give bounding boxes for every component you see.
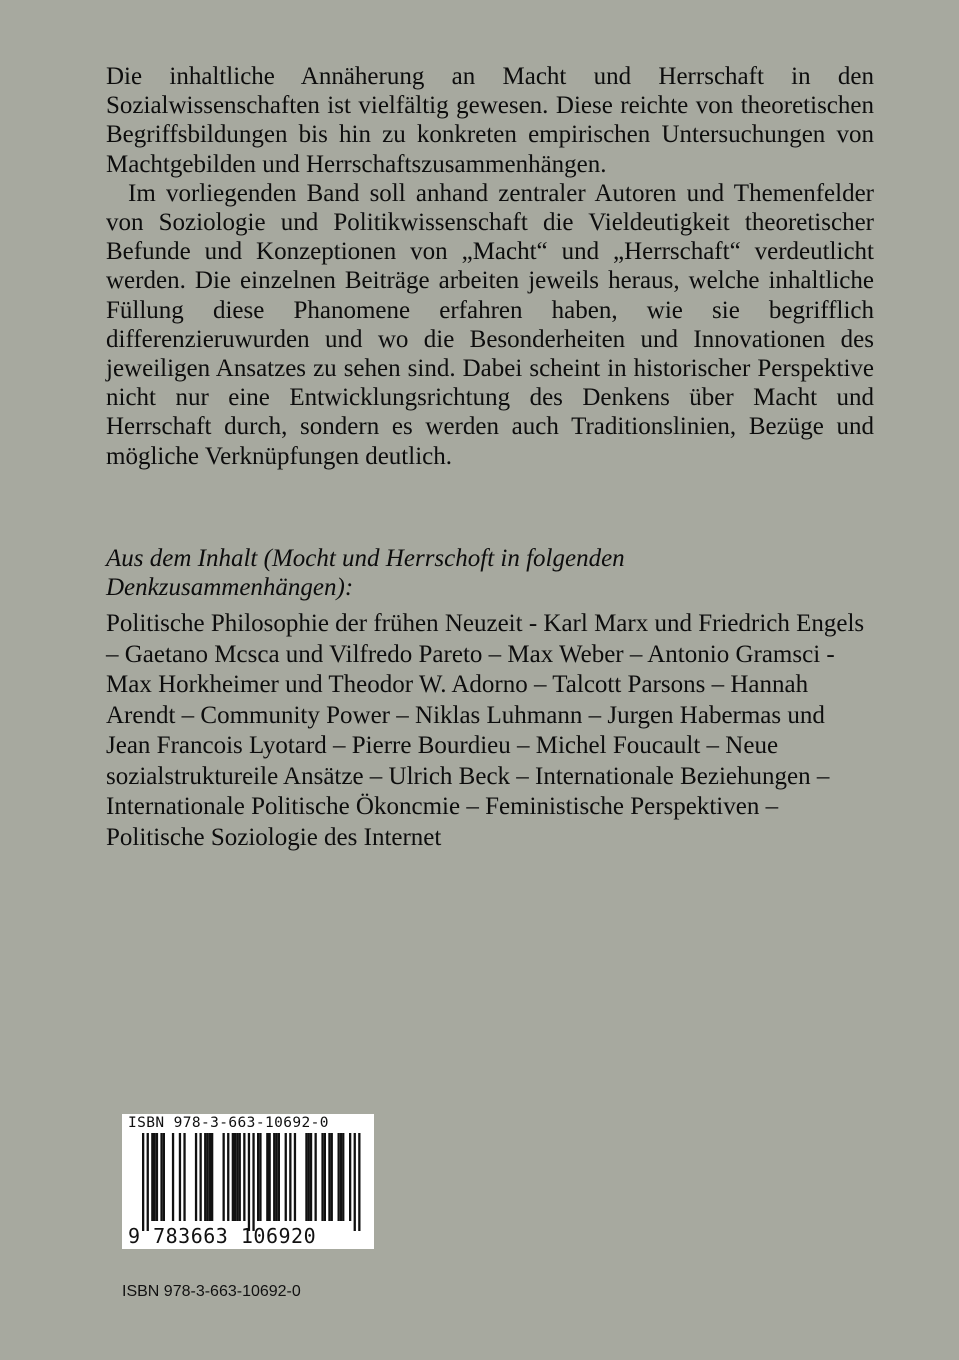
- barcode-bar: [160, 1133, 162, 1221]
- barcode-bar: [223, 1133, 225, 1221]
- barcode-bar: [308, 1133, 310, 1221]
- barcode-bar: [195, 1133, 197, 1221]
- barcode-bar: [204, 1133, 206, 1221]
- barcode-bar: [358, 1133, 360, 1231]
- barcode-bar: [234, 1133, 236, 1221]
- barcode-bar: [154, 1133, 156, 1221]
- barcode-bar: [211, 1133, 213, 1221]
- barcode-bar: [278, 1133, 280, 1221]
- barcode-bar: [243, 1133, 245, 1221]
- barcode-bar: [321, 1133, 323, 1221]
- barcode-digits: 9 783663 106920: [128, 1224, 317, 1248]
- barcode-bar: [285, 1133, 287, 1221]
- back-cover-blurb: [106, 62, 874, 471]
- barcode-bar: [331, 1133, 333, 1221]
- barcode-bar: [259, 1133, 261, 1221]
- contents-list: Politische Philosophie der frühen Neuzeit - Karl Marx und Friedrich Engels – Gaetano Mcsca und Vilfredo Pareto – Max Weber – Antonio Gramsci - Max Horkheimer und Theodor W. Adorno – Talcott Parsons – Hannah Arendt – Community Power – Niklas Luhmann – Jurgen Habermas und Jean Francois Lyotard – Pierre Bourdieu – Michel Foucault – Neue sozialstruktureile Ansätze – Ulrich Beck – Internationale Beziehungen – Internationale Politische Ökoncmie – Feministische Perspektiven – Politische Soziologie des Internet: [106, 610, 865, 851]
- barcode-bar: [338, 1133, 340, 1221]
- barcode-bar: [236, 1133, 238, 1221]
- barcode-bar: [179, 1133, 181, 1221]
- barcode-bar: [275, 1133, 277, 1221]
- barcode-bar: [349, 1133, 351, 1221]
- blurb-paragraph-2: Im vorliegenden Band soll anhand zentraler Autoren und Themenfelder von Soziologie und Politikwissenschaft die Vieldeutigkeit theoretischer Befunde und Konzeptionen von „Macht“ und „Herrschaft“ verdeutlicht werden. Die einzelnen Beiträge arbeiten jeweils heraus, welche inhaltliche Füllung diese Phanomene erfahren haben, wie sie begrifflich differenzieruwurden und wo die Besonderheiten und Innovationen des jeweiligen Ansatzes zu sehen sind. Dabei scheint in historischer Perspektive nicht nur eine Entwicklungsrichtung des Denkens über Macht und Herrschaft durch, sondern es werden auch Traditionslinien, Bezüge und mögliche Verknüpfungen deutlich.: [106, 179, 874, 470]
- barcode-bar: [354, 1133, 356, 1231]
- barcode-bar: [183, 1133, 185, 1221]
- blurb-paragraph-1: Die inhaltliche Annäherung an Macht und Herrschaft in den Sozialwissenschaften ist vielfältig gewesen. Diese reichte von theoretischen Begriffsbildungen bis hin zu konkreten empirischen Untersuchungen von Machtgebilden und Herrschaftszusammenhängen.: [106, 63, 874, 178]
- isbn-barcode: [122, 1114, 374, 1249]
- barcode-bar: [294, 1133, 296, 1221]
- barcode-bar: [340, 1133, 342, 1221]
- isbn-footer: ISBN 978-3-663-10692-0: [122, 1283, 301, 1300]
- barcode-bar: [206, 1133, 208, 1221]
- barcode-bar: [328, 1133, 330, 1221]
- barcode-bar: [147, 1133, 149, 1231]
- barcode-bar: [342, 1133, 344, 1221]
- barcode-bar: [257, 1133, 259, 1221]
- barcode-bar: [142, 1133, 144, 1231]
- barcode-bar: [232, 1133, 234, 1221]
- barcode-bar: [252, 1133, 254, 1231]
- barcode-bar: [239, 1133, 241, 1221]
- barcode-bar: [273, 1133, 275, 1221]
- barcode-bar: [266, 1133, 268, 1221]
- barcode-bar: [200, 1133, 202, 1221]
- barcode-bar: [310, 1133, 312, 1221]
- barcode-bar: [289, 1133, 291, 1221]
- barcode-bar: [163, 1133, 165, 1221]
- barcode-bar: [305, 1133, 307, 1221]
- contents-heading: Aus dem Inhalt (Mocht und Herrschoft in folgenden Denkzusammenhängen):: [106, 545, 625, 601]
- barcode-bar: [315, 1133, 317, 1221]
- barcode-bar: [172, 1133, 174, 1221]
- barcode-bar: [269, 1133, 271, 1221]
- barcode-bar: [156, 1133, 158, 1221]
- barcode-bar: [227, 1133, 229, 1221]
- barcode-bar: [209, 1133, 211, 1221]
- barcode-isbn-label: ISBN 978-3-663-10692-0: [128, 1115, 329, 1131]
- barcode-bar: [324, 1133, 326, 1221]
- barcode-bar: [151, 1133, 153, 1221]
- barcode-bar: [248, 1133, 250, 1231]
